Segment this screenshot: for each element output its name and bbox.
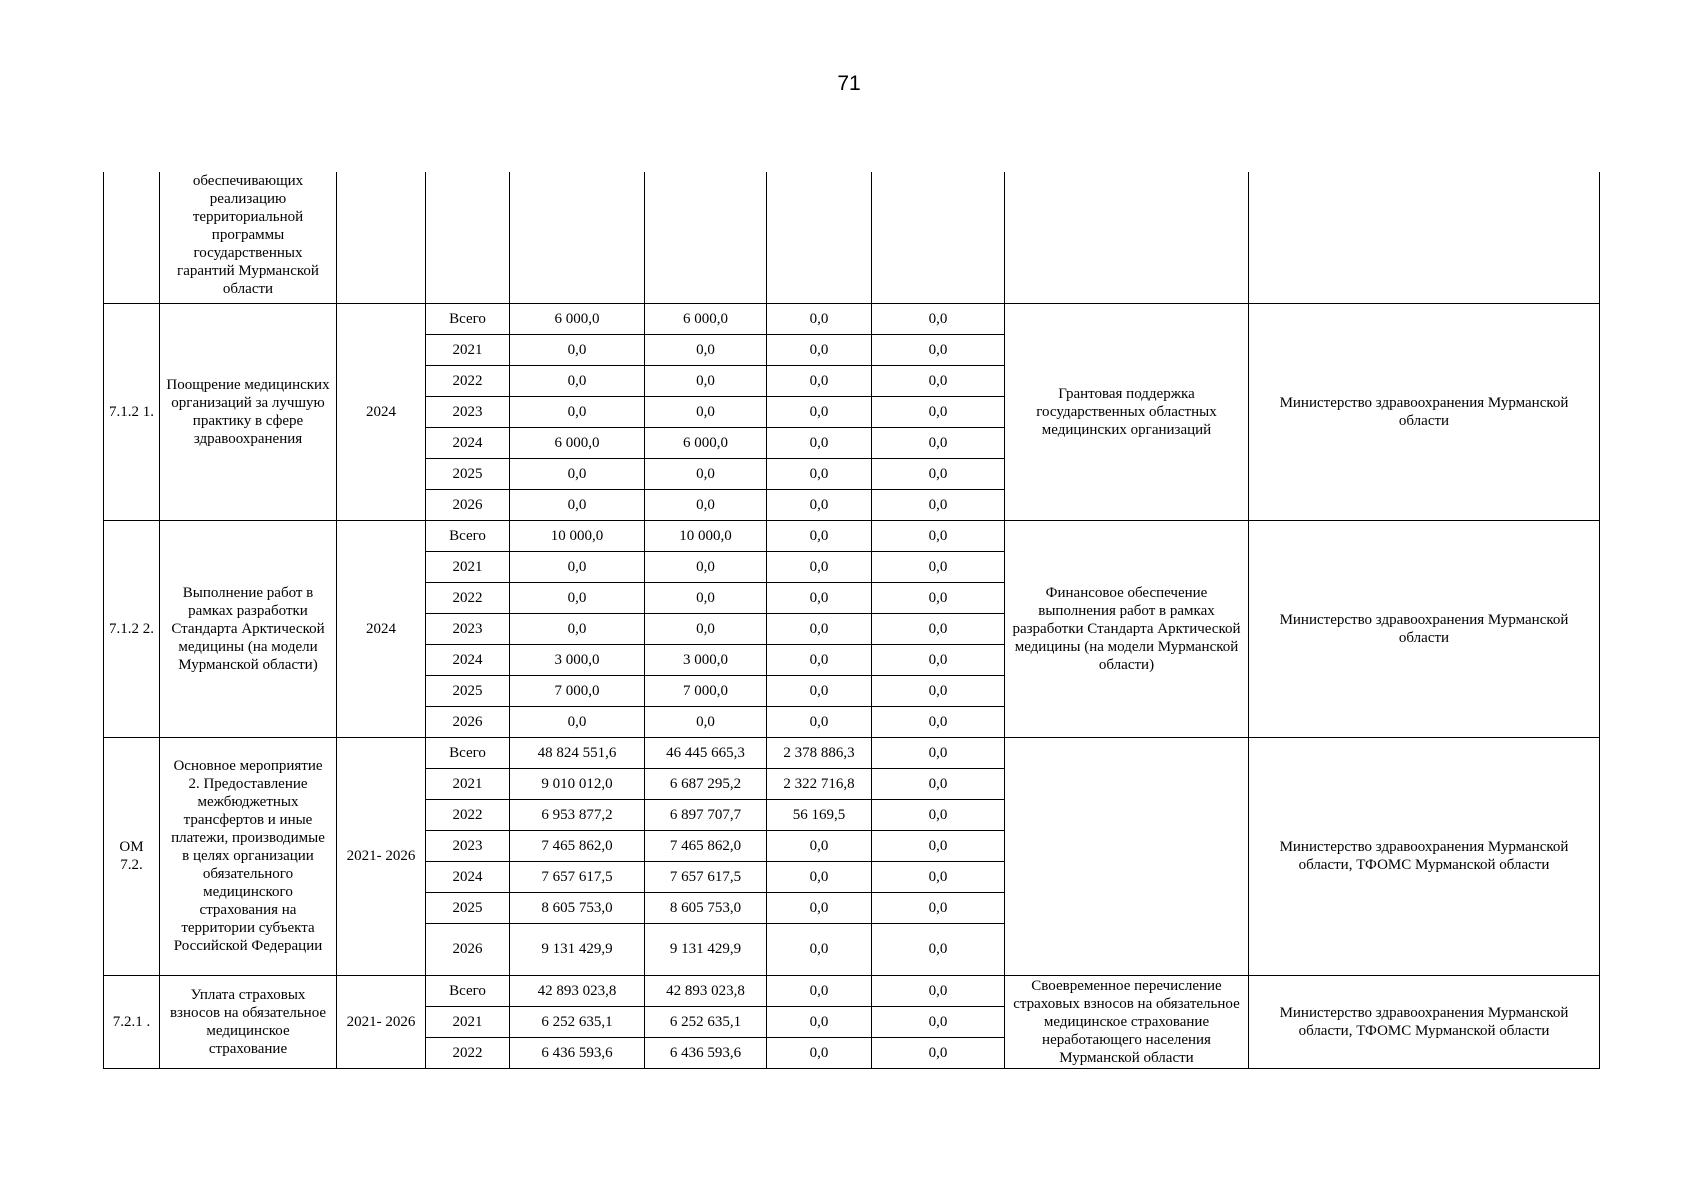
total-cell: 6 252 635,1 xyxy=(510,1006,645,1037)
total-cell: 6 436 593,6 xyxy=(510,1037,645,1068)
total-cell: 0,0 xyxy=(510,458,645,489)
period-cell xyxy=(337,172,426,303)
other-source-cell: 0,0 xyxy=(872,1006,1005,1037)
federal-budget-cell: 0,0 xyxy=(767,489,872,520)
federal-budget-cell: 0,0 xyxy=(767,458,872,489)
regional-budget-cell: 46 445 665,3 xyxy=(645,737,767,768)
federal-budget-cell: 0,0 xyxy=(767,1006,872,1037)
executor-cell: Министерство здравоохранения Мурманской области xyxy=(1249,520,1600,737)
executor-cell: Министерство здравоохранения Мурманской области xyxy=(1249,303,1600,520)
federal-budget-cell: 0,0 xyxy=(767,644,872,675)
other-source-cell: 0,0 xyxy=(872,799,1005,830)
year-cell: 2021 xyxy=(426,768,510,799)
page-number: 71 xyxy=(837,72,861,95)
federal-budget-cell: 0,0 xyxy=(767,334,872,365)
year-cell xyxy=(426,172,510,303)
year-cell: Всего xyxy=(426,520,510,551)
other-source-cell: 0,0 xyxy=(872,644,1005,675)
year-cell: 2022 xyxy=(426,365,510,396)
regional-budget-cell: 0,0 xyxy=(645,613,767,644)
regional-budget-cell: 6 897 707,7 xyxy=(645,799,767,830)
federal-budget-cell: 0,0 xyxy=(767,551,872,582)
regional-budget-cell xyxy=(645,172,767,303)
result-cell: Своевременное перечисление страховых взносов на обязательное медицинское страхование неработающего населения Мурманской области xyxy=(1005,975,1249,1068)
total-cell: 0,0 xyxy=(510,706,645,737)
continuation-row xyxy=(104,172,1600,303)
year-cell: Всего xyxy=(426,737,510,768)
total-cell: 0,0 xyxy=(510,551,645,582)
executor-cell: Министерство здравоохранения Мурманской области, ТФОМС Мурманской области xyxy=(1249,737,1600,975)
year-cell: 2025 xyxy=(426,675,510,706)
period-cell: 2024 xyxy=(337,303,426,520)
year-cell: 2021 xyxy=(426,334,510,365)
year-cell: 2025 xyxy=(426,458,510,489)
regional-budget-cell: 6 000,0 xyxy=(645,303,767,334)
year-cell: 2021 xyxy=(426,551,510,582)
other-source-cell: 0,0 xyxy=(872,427,1005,458)
other-source-cell xyxy=(872,172,1005,303)
item-number-cell: 7.1.2 2. xyxy=(104,520,160,737)
year-cell: Всего xyxy=(426,303,510,334)
total-cell: 6 000,0 xyxy=(510,303,645,334)
other-source-cell: 0,0 xyxy=(872,706,1005,737)
federal-budget-cell: 0,0 xyxy=(767,892,872,923)
other-source-cell: 0,0 xyxy=(872,458,1005,489)
other-source-cell: 0,0 xyxy=(872,396,1005,427)
regional-budget-cell: 7 657 617,5 xyxy=(645,861,767,892)
other-source-cell: 0,0 xyxy=(872,582,1005,613)
federal-budget-cell: 2 322 716,8 xyxy=(767,768,872,799)
total-cell: 9 131 429,9 xyxy=(510,923,645,975)
federal-budget-cell: 0,0 xyxy=(767,1037,872,1068)
total-cell: 9 010 012,0 xyxy=(510,768,645,799)
federal-budget-cell xyxy=(767,172,872,303)
federal-budget-cell: 0,0 xyxy=(767,861,872,892)
item-number-cell: 7.1.2 1. xyxy=(104,303,160,520)
regional-budget-cell: 7 465 862,0 xyxy=(645,830,767,861)
total-cell: 6 953 877,2 xyxy=(510,799,645,830)
federal-budget-cell: 0,0 xyxy=(767,427,872,458)
year-cell: 2022 xyxy=(426,799,510,830)
federal-budget-cell: 2 378 886,3 xyxy=(767,737,872,768)
regional-budget-cell: 8 605 753,0 xyxy=(645,892,767,923)
regional-budget-cell: 0,0 xyxy=(645,489,767,520)
activity-name-cell: Уплата страховых взносов на обязательное медицинское страхование xyxy=(160,975,337,1068)
federal-budget-cell: 0,0 xyxy=(767,975,872,1006)
table-row xyxy=(104,303,1600,334)
result-cell: Грантовая поддержка государственных областных медицинских организаций xyxy=(1005,303,1249,520)
regional-budget-cell: 0,0 xyxy=(645,365,767,396)
table-row xyxy=(104,520,1600,551)
total-cell: 42 893 023,8 xyxy=(510,975,645,1006)
federal-budget-cell: 0,0 xyxy=(767,706,872,737)
table-body xyxy=(104,172,1600,1068)
year-cell: 2023 xyxy=(426,613,510,644)
total-cell: 0,0 xyxy=(510,582,645,613)
activity-name-cell: Основное мероприятие 2. Предоставление межбюджетных трансфертов и иные платежи, производимые в целях организации обязательного медицинского страхования на территории субъекта Российской Федерации xyxy=(160,737,337,975)
total-cell: 7 000,0 xyxy=(510,675,645,706)
year-cell: 2026 xyxy=(426,923,510,975)
total-cell xyxy=(510,172,645,303)
total-cell: 6 000,0 xyxy=(510,427,645,458)
other-source-cell: 0,0 xyxy=(872,489,1005,520)
regional-budget-cell: 0,0 xyxy=(645,334,767,365)
year-cell: Всего xyxy=(426,975,510,1006)
total-cell: 0,0 xyxy=(510,613,645,644)
regional-budget-cell: 10 000,0 xyxy=(645,520,767,551)
period-cell: 2021- 2026 xyxy=(337,737,426,975)
total-cell: 48 824 551,6 xyxy=(510,737,645,768)
year-cell: 2022 xyxy=(426,1037,510,1068)
federal-budget-cell: 0,0 xyxy=(767,675,872,706)
total-cell: 0,0 xyxy=(510,396,645,427)
federal-budget-cell: 56 169,5 xyxy=(767,799,872,830)
other-source-cell: 0,0 xyxy=(872,737,1005,768)
regional-budget-cell: 0,0 xyxy=(645,458,767,489)
item-number-cell: 7.2.1 . xyxy=(104,975,160,1068)
regional-budget-cell: 0,0 xyxy=(645,551,767,582)
federal-budget-cell: 0,0 xyxy=(767,365,872,396)
total-cell: 0,0 xyxy=(510,489,645,520)
year-cell: 2024 xyxy=(426,861,510,892)
executor-cell xyxy=(1249,172,1600,303)
other-source-cell: 0,0 xyxy=(872,1037,1005,1068)
executor-cell: Министерство здравоохранения Мурманской области, ТФОМС Мурманской области xyxy=(1249,975,1600,1068)
federal-budget-cell: 0,0 xyxy=(767,923,872,975)
activity-name-cell: Поощрение медицинских организаций за лучшую практику в сфере здравоохранения xyxy=(160,303,337,520)
federal-budget-cell: 0,0 xyxy=(767,396,872,427)
federal-budget-cell: 0,0 xyxy=(767,613,872,644)
total-cell: 7 657 617,5 xyxy=(510,861,645,892)
number-cell xyxy=(104,172,160,303)
total-cell: 10 000,0 xyxy=(510,520,645,551)
other-source-cell: 0,0 xyxy=(872,520,1005,551)
year-cell: 2024 xyxy=(426,644,510,675)
regional-budget-cell: 9 131 429,9 xyxy=(645,923,767,975)
other-source-cell: 0,0 xyxy=(872,830,1005,861)
total-cell: 0,0 xyxy=(510,365,645,396)
item-number-cell: ОМ 7.2. xyxy=(104,737,160,975)
activity-name-cell: Выполнение работ в рамках разработки Стандарта Арктической медицины (на модели Мурманской области) xyxy=(160,520,337,737)
other-source-cell: 0,0 xyxy=(872,551,1005,582)
federal-budget-cell: 0,0 xyxy=(767,303,872,334)
total-cell: 7 465 862,0 xyxy=(510,830,645,861)
other-source-cell: 0,0 xyxy=(872,768,1005,799)
other-source-cell: 0,0 xyxy=(872,365,1005,396)
other-source-cell: 0,0 xyxy=(872,675,1005,706)
regional-budget-cell: 6 252 635,1 xyxy=(645,1006,767,1037)
total-cell: 0,0 xyxy=(510,334,645,365)
budget-table xyxy=(103,172,1600,1069)
regional-budget-cell: 0,0 xyxy=(645,396,767,427)
result-cell xyxy=(1005,172,1249,303)
other-source-cell: 0,0 xyxy=(872,923,1005,975)
other-source-cell: 0,0 xyxy=(872,975,1005,1006)
table-row xyxy=(104,975,1600,1006)
regional-budget-cell: 6 687 295,2 xyxy=(645,768,767,799)
other-source-cell: 0,0 xyxy=(872,613,1005,644)
result-cell: Финансовое обеспечение выполнения работ в рамках разработки Стандарта Арктической медицины (на модели Мурманской области) xyxy=(1005,520,1249,737)
regional-budget-cell: 0,0 xyxy=(645,706,767,737)
year-cell: 2023 xyxy=(426,396,510,427)
year-cell: 2026 xyxy=(426,489,510,520)
other-source-cell: 0,0 xyxy=(872,892,1005,923)
regional-budget-cell: 6 436 593,6 xyxy=(645,1037,767,1068)
period-cell: 2021- 2026 xyxy=(337,975,426,1068)
regional-budget-cell: 3 000,0 xyxy=(645,644,767,675)
year-cell: 2021 xyxy=(426,1006,510,1037)
period-cell: 2024 xyxy=(337,520,426,737)
other-source-cell: 0,0 xyxy=(872,861,1005,892)
regional-budget-cell: 42 893 023,8 xyxy=(645,975,767,1006)
year-cell: 2024 xyxy=(426,427,510,458)
regional-budget-cell: 6 000,0 xyxy=(645,427,767,458)
federal-budget-cell: 0,0 xyxy=(767,830,872,861)
regional-budget-cell: 0,0 xyxy=(645,582,767,613)
year-cell: 2022 xyxy=(426,582,510,613)
activity-name-cell: обеспечивающих реализацию территориальной программы государственных гарантий Мурманской области xyxy=(160,172,337,303)
result-cell xyxy=(1005,737,1249,975)
other-source-cell: 0,0 xyxy=(872,334,1005,365)
year-cell: 2023 xyxy=(426,830,510,861)
regional-budget-cell: 7 000,0 xyxy=(645,675,767,706)
table-row xyxy=(104,737,1600,768)
federal-budget-cell: 0,0 xyxy=(767,520,872,551)
year-cell: 2026 xyxy=(426,706,510,737)
year-cell: 2025 xyxy=(426,892,510,923)
total-cell: 8 605 753,0 xyxy=(510,892,645,923)
total-cell: 3 000,0 xyxy=(510,644,645,675)
other-source-cell: 0,0 xyxy=(872,303,1005,334)
federal-budget-cell: 0,0 xyxy=(767,582,872,613)
